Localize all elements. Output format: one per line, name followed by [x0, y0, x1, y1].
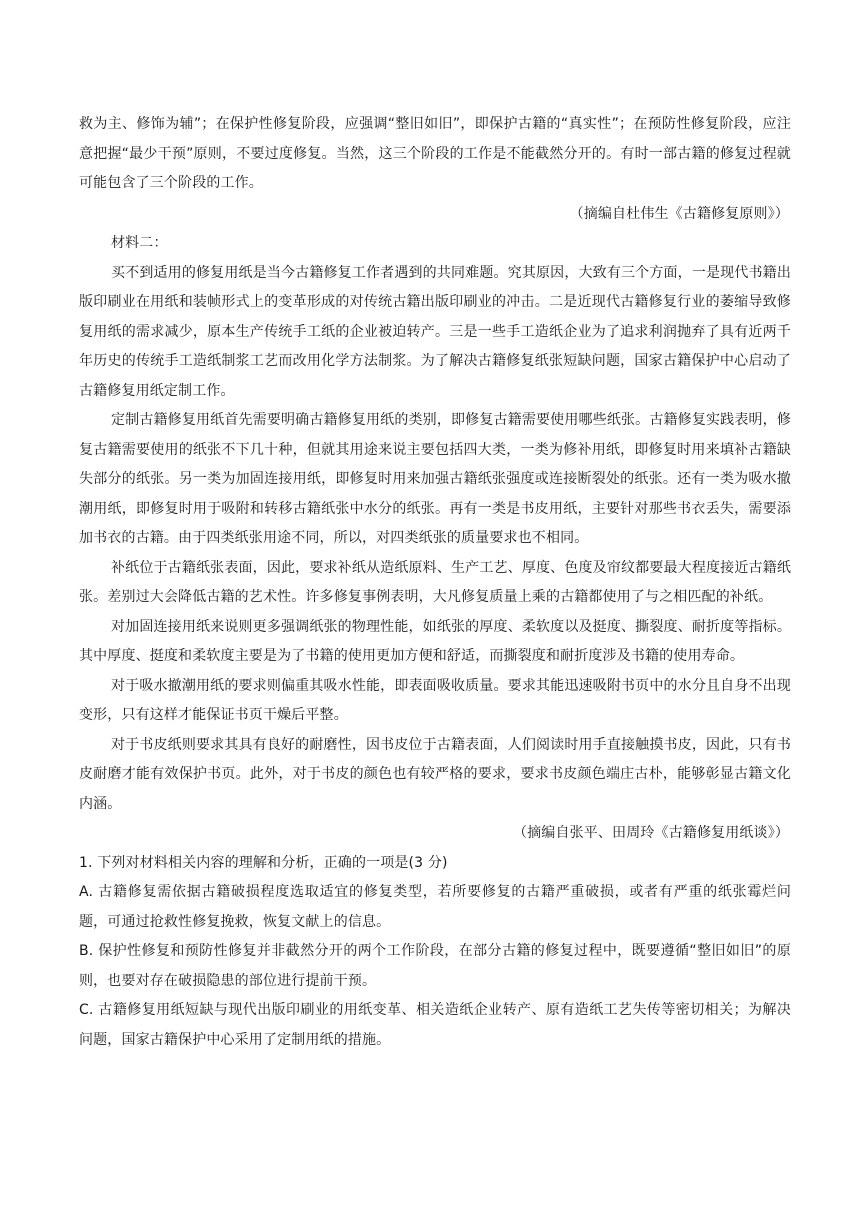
material-one-tail-paragraph: 救为主、修饰为辅”；在保护性修复阶段，应强调“整旧如旧”，即保护古籍的“真实性”；在预防性修复阶段，应注意把握“最少干预”原则，不要过度修复。当然，这三个阶段的工作是不能截然分开的。有时一部古籍的修复过程就可能包含了三个阶段的工作。	[79, 116, 791, 191]
material-two-paragraph-1: 买不到适用的修复用纸是当今古籍修复工作者遇到的共同难题。究其原因，大致有三个方面，一是现代书籍出版印刷业在用纸和装帧形式上的变革形成的对传统古籍出版印刷业的冲击。二是近现代古籍修复行业的萎缩导致修复用纸的需求减少，原本生产传统手工纸的企业被迫转产。三是一些手工造纸企业为了追求利润抛弃了具有近两千年历史的传统手工造纸制浆工艺而改用化学方法制浆。为了解决古籍修复纸张短缺问题，国家古籍保护中心启动了古籍修复用纸定制工作。	[79, 264, 791, 399]
document-page	[79, 110, 791, 1055]
material-two-paragraph-4: 对加固连接用纸来说则更多强调纸张的物理性能，如纸张的厚度、柔软度以及挺度、撕裂度、耐折度等指标。其中厚度、挺度和柔软度主要是为了书籍的使用更加方便和舒适，而撕裂度和耐折度涉及书籍的使用寿命。	[79, 618, 791, 664]
material-two-paragraph-2: 定制古籍修复用纸首先需要明确古籍修复用纸的类别，即修复古籍需要使用哪些纸张。古籍修复实践表明，修复古籍需要使用的纸张不下几十种，但就其用途来说主要包括四大类，一类为修补用纸，即修复时用来填补古籍缺失部分的纸张。另一类为加固连接用纸，即修复时用来加强古籍纸张强度或连接断裂处的纸张。还有一类为吸水撤潮用纸，即修复时用于吸附和转移古籍纸张中水分的纸张。再有一类是书皮用纸，主要针对那些书衣丢失，需要添加书衣的古籍。由于四类纸张用途不同，所以，对四类纸张的质量要求也不相同。	[79, 412, 791, 546]
material-two-paragraph-6: 对于书皮纸则要求其具有良好的耐磨性，因书皮位于古籍表面，人们阅读时用手直接触摸书皮，因此，只有书皮耐磨才能有效保护书页。此外，对于书皮的颜色也有较严格的要求，要求书皮颜色端庄古朴，能够彰显古籍文化内涵。	[79, 736, 791, 812]
material-two-heading: 材料二：	[111, 235, 168, 251]
option-b: B. 保护性修复和预防性修复并非截然分开的两个工作阶段，在部分古籍的修复过程中，既要遵循“整旧如旧”的原则，也要对存在破损隐患的部位进行提前干预。	[79, 943, 791, 989]
material-two-paragraph-3: 补纸位于古籍纸张表面，因此，要求补纸从造纸原料、生产工艺、厚度、色度及帘纹都要最大程度接近古籍纸张。差别过大会降低古籍的艺术性。许多修复事例表明，大凡修复质量上乘的古籍都使用了与之相匹配的补纸。	[79, 559, 791, 605]
question-stem: 1. 下列对材料相关内容的理解和分析，正确的一项是(3 分)	[79, 854, 448, 871]
material-one-source: （摘编自杜伟生《古籍修复原则》）	[569, 205, 789, 222]
material-two-source: （摘编自张平、田周玲《古籍修复用纸谈》）	[513, 825, 789, 841]
material-two-paragraph-5: 对于吸水撤潮用纸的要求则偏重其吸水性能，即表面吸收质量。要求其能迅速吸附书页中的水分且自身不出现变形，只有这样才能保证书页干燥后平整。	[79, 677, 791, 723]
option-c: C. 古籍修复用纸短缺与现代出版印刷业的用纸变革、相关造纸企业转产、原有造纸工艺失传等密切相关；为解决问题，国家古籍保护中心采用了定制用纸的措施。	[79, 1002, 791, 1048]
option-a: A. 古籍修复需依据古籍破损程度选取适宜的修复类型，若所要修复的古籍严重破损，或者有严重的纸张霉烂问题，可通过抢救性修复挽救，恢复文献上的信息。	[79, 884, 791, 930]
